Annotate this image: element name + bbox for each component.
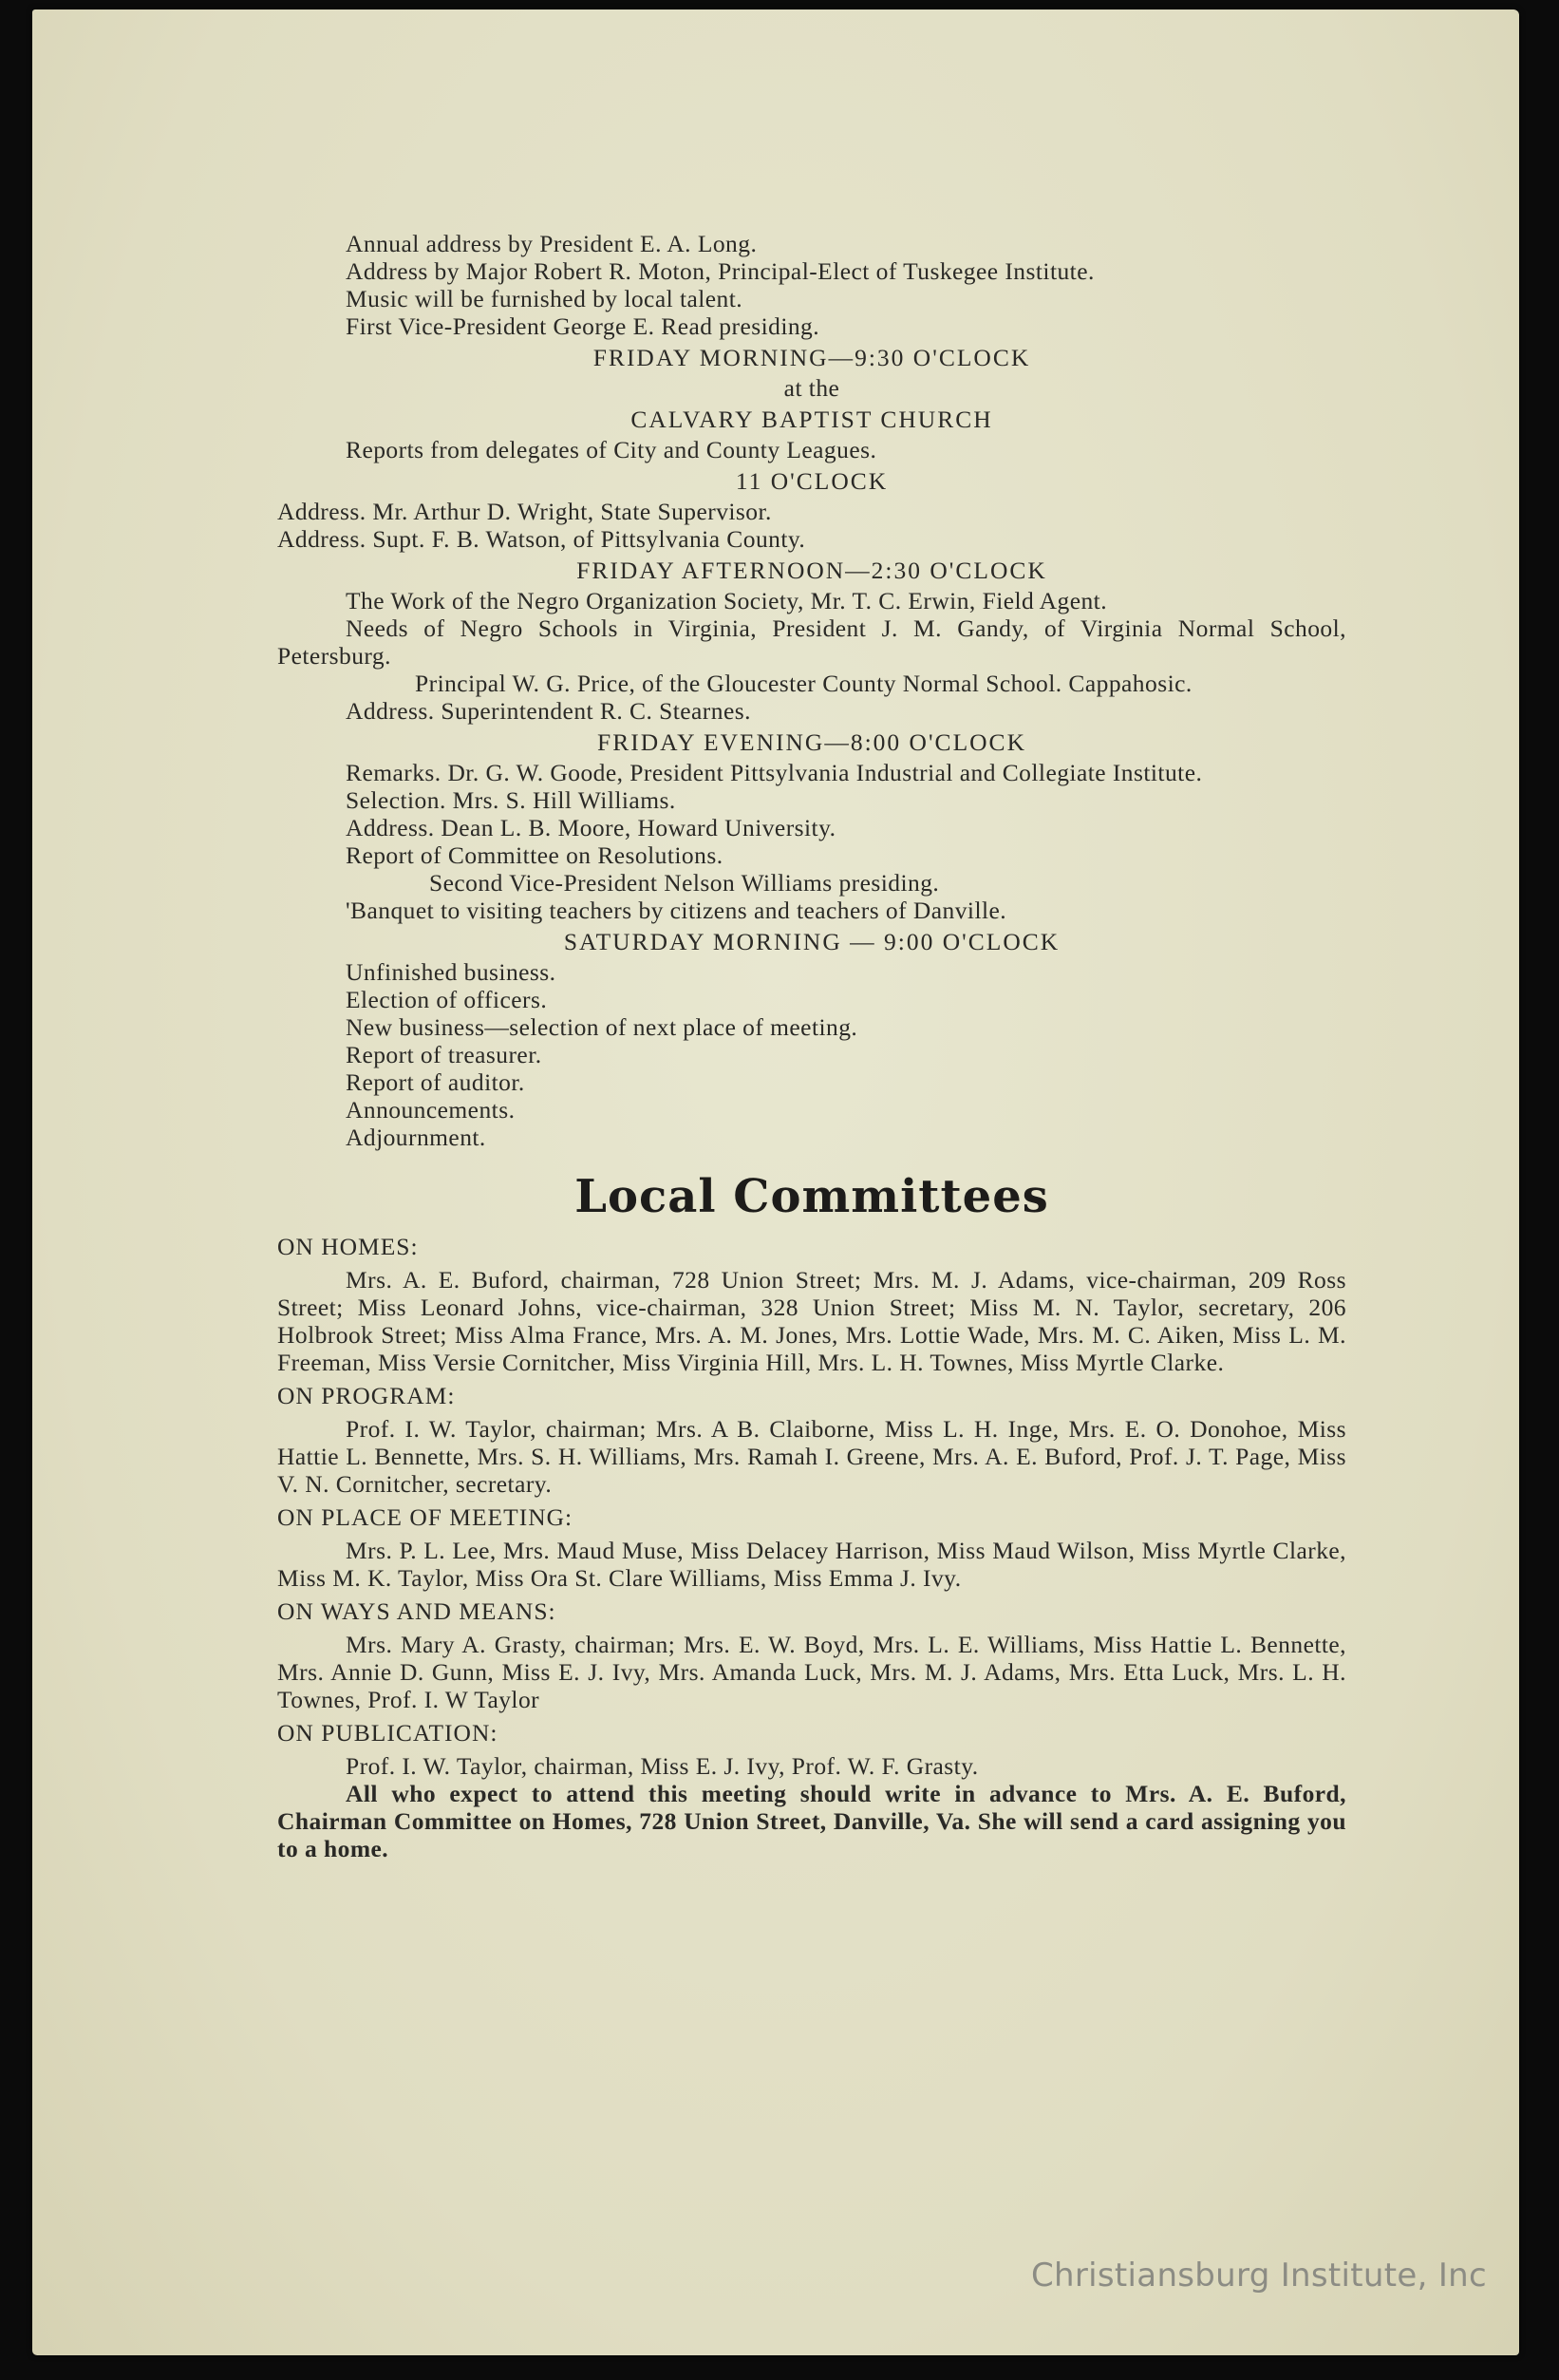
committee-line: ON HOMES:: [277, 1233, 419, 1260]
program-line: FRIDAY AFTERNOON—2:30 O'CLOCK: [576, 557, 1047, 584]
watermark: Christiansburg Institute, Inc: [1031, 2257, 1487, 2295]
program-line: Election of officers.: [346, 986, 548, 1013]
committee-line: Mrs. P. L. Lee, Mrs. Maud Muse, Miss Delacey Harrison, Miss Maud Wilson, Miss Myrtle Clarke, Miss M. K. Taylor, Miss Ora St. Clare Williams, Miss Emma J. Ivy.: [277, 1537, 1346, 1592]
committees-list: [277, 1233, 1346, 1862]
committee-line: ON PLACE OF MEETING:: [277, 1503, 573, 1531]
program-line: Adjournment.: [346, 1124, 486, 1151]
program-line: 'Banquet to visiting teachers by citizens and teachers of Danville.: [346, 897, 1007, 924]
program-line: Reports from delegates of City and County Leagues.: [346, 436, 877, 463]
program-line: New business—selection of next place of meeting.: [346, 1013, 858, 1041]
committee-line: Mrs. Mary A. Grasty, chairman; Mrs. E. W. Boyd, Mrs. L. E. Williams, Miss Hattie L. Bennette, Mrs. Annie D. Gunn, Miss E. J. Ivy, Mrs. Amanda Luck, Mrs. M. J. Adams, Mrs. Etta Luck, Mrs. L. H. Townes, Prof. I. W Taylor: [277, 1631, 1346, 1713]
program-line: Second Vice-President Nelson Williams presiding.: [429, 869, 940, 897]
program-line: CALVARY BAPTIST CHURCH: [630, 406, 993, 433]
program-line: Announcements.: [346, 1096, 516, 1124]
program-line: The Work of the Negro Organization Society, Mr. T. C. Erwin, Field Agent.: [346, 587, 1108, 614]
program-line: Report of treasurer.: [346, 1041, 542, 1068]
committees-heading: Local Committees: [574, 1170, 1049, 1223]
committee-line: Mrs. A. E. Buford, chairman, 728 Union Street; Mrs. M. J. Adams, vice-chairman, 209 Ross Street; Miss Leonard Johns, vice-chairman, 328 Union Street; Miss M. N. Taylor, secretary, 206 Holbrook Street; Miss Alma France, Mrs. A. M. Jones, Mrs. Lottie Wade, Mrs. M. C. Aiken, Miss L. M. Freeman, Miss Versie Cornitcher, Miss Virginia Hill, Mrs. L. H. Townes, Miss Myrtle Clarke.: [277, 1266, 1346, 1376]
program-line: Annual address by President E. A. Long.: [346, 230, 758, 257]
program-line: First Vice-President George E. Read presiding.: [346, 312, 820, 340]
program-line: Report of auditor.: [346, 1068, 525, 1096]
committee-line: All who expect to attend this meeting should write in advance to Mrs. A. E. Buford, Chairman Committee on Homes, 728 Union Street, Danville, Va. She will send a card assigning you to a home.: [277, 1780, 1346, 1862]
committee-line: ON PUBLICATION:: [277, 1719, 498, 1747]
program-line: Report of Committee on Resolutions.: [346, 841, 723, 869]
program-line: FRIDAY MORNING—9:30 O'CLOCK: [592, 344, 1031, 371]
program-line: SATURDAY MORNING — 9:00 O'CLOCK: [563, 928, 1061, 955]
program-line: FRIDAY EVENING—8:00 O'CLOCK: [597, 728, 1026, 756]
program-schedule: [277, 230, 1346, 1151]
program-line: at the: [783, 374, 840, 402]
program-line: Address by Major Robert R. Moton, Principal-Elect of Tuskegee Institute.: [346, 257, 1095, 285]
committee-line: Prof. I. W. Taylor, chairman; Mrs. A B. Claiborne, Miss L. H. Inge, Mrs. E. O. Donohoe, Miss Hattie L. Bennette, Mrs. S. H. Williams, Mrs. Ramah I. Greene, Mrs. A. E. Buford, Prof. J. T. Page, Miss V. N. Cornitcher, secretary.: [277, 1415, 1346, 1498]
committee-line: Prof. I. W. Taylor, chairman, Miss E. J. Ivy, Prof. W. F. Grasty.: [346, 1752, 979, 1780]
program-line: 11 O'CLOCK: [735, 467, 889, 495]
program-text: [277, 230, 1346, 1862]
program-line: Address. Dean L. B. Moore, Howard University.: [346, 814, 836, 841]
program-line: Principal W. G. Price, of the Gloucester County Normal School. Cappahosic.: [415, 670, 1193, 697]
program-line: Selection. Mrs. S. Hill Williams.: [346, 786, 676, 814]
program-line: Address. Supt. F. B. Watson, of Pittsylvania County.: [277, 525, 806, 553]
committee-line: ON WAYS AND MEANS:: [277, 1597, 556, 1625]
committee-line: ON PROGRAM:: [277, 1382, 456, 1409]
program-line: Music will be furnished by local talent.: [346, 285, 743, 312]
program-line: Address. Mr. Arthur D. Wright, State Supervisor.: [277, 498, 772, 525]
program-line: Remarks. Dr. G. W. Goode, President Pittsylvania Industrial and Collegiate Institute.: [346, 759, 1203, 786]
program-line: Address. Superintendent R. C. Stearnes.: [346, 697, 751, 725]
document-page: [32, 9, 1519, 2355]
program-line: Needs of Negro Schools in Virginia, President J. M. Gandy, of Virginia Normal School, Petersburg.: [277, 614, 1346, 670]
program-line: Unfinished business.: [346, 958, 556, 986]
